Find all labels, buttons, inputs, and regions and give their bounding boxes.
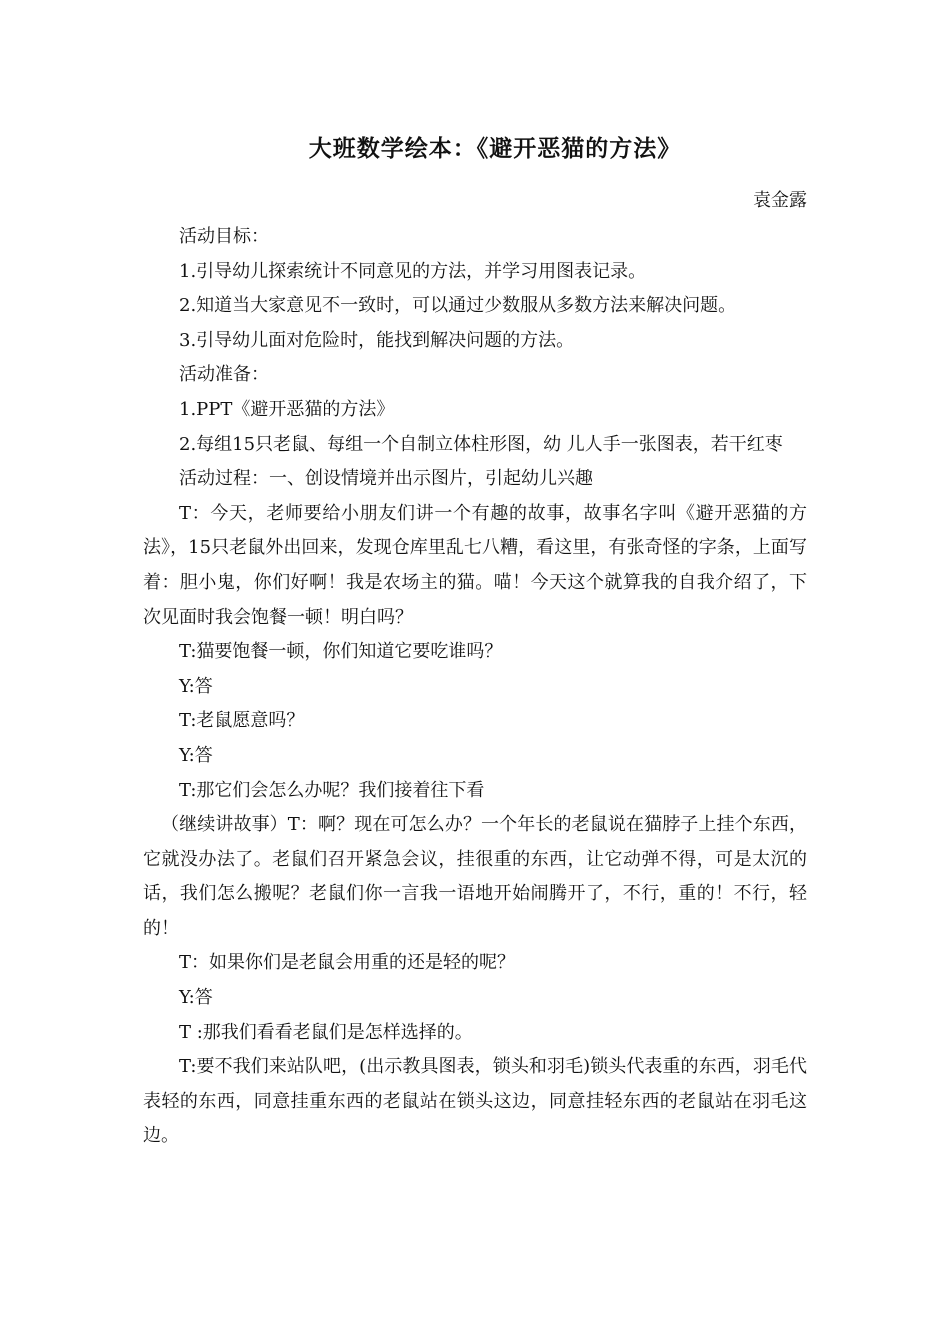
paragraph: T:那它们会怎么办呢？我们接着往下看 [179,779,485,801]
section-heading-preparation: 活动准备： [179,364,269,386]
document-author: 袁金露 [753,190,807,211]
paragraph: Y:答 [179,744,213,766]
paragraph: T：今天，老师要给小朋友们讲一个有趣的故事，故事名字叫《避开恶猫的方法》，15只老鼠外出回来，发现仓库里乱七八糟，看这里，有张奇怪的字条，上面写着：胆小鬼，你们好啊！我是农场主的猫。喵！今天这个就算我的自我介绍了，下次见面时我会饱餐一顿！明白吗？ [143,502,807,628]
paragraph: T：如果你们是老鼠会用重的还是轻的呢？ [179,952,516,974]
section-heading-process: 活动过程：一、创设情境并出示图片，引起幼儿兴趣 [179,468,593,490]
paragraph: 3.引导幼儿面对危险时，能找到解决问题的方法。 [179,329,575,351]
paragraph: 2.知道当大家意见不一致时，可以通过少数服从多数方法来解决问题。 [179,295,737,317]
paragraph: Y:答 [179,987,213,1009]
paragraph: T:要不我们来站队吧，(出示教具图表，锁头和羽毛)锁头代表重的东西，羽毛代表轻的东西，同意挂重东西的老鼠站在锁头这边，同意挂轻东西的老鼠站在羽毛这边。 [143,1056,807,1147]
paragraph: T :那我们看看老鼠们是怎样选择的。 [179,1021,473,1043]
paragraph: 1.引导幼儿探索统计不同意见的方法，并学习用图表记录。 [179,260,647,282]
paragraph: T:老鼠愿意吗？ [179,710,305,732]
document-title: 大班数学绘本：《避开恶猫的方法》 [308,136,682,162]
paragraph: Y:答 [179,675,213,697]
paragraph: 1.PPT《避开恶猫的方法》 [179,398,395,420]
document-body [143,220,807,1154]
section-heading-goals: 活动目标： [179,226,269,247]
paragraph: T:猫要饱餐一顿，你们知道它要吃谁吗？ [179,641,503,663]
paragraph: 2.每组15只老鼠、每组一个自制立体柱形图，幼 儿人手一张图表，若干红枣 [179,433,783,455]
paragraph: （继续讲故事）T：啊？现在可怎么办？一个年长的老鼠说在猫脖子上挂个东西，它就没办法了。老鼠们召开紧急会议，挂很重的东西，让它动弹不得，可是太沉的话，我们怎么搬呢？老鼠们你一言我一语地开始闹腾开了，不行，重的！不行，轻的！ [143,814,807,939]
